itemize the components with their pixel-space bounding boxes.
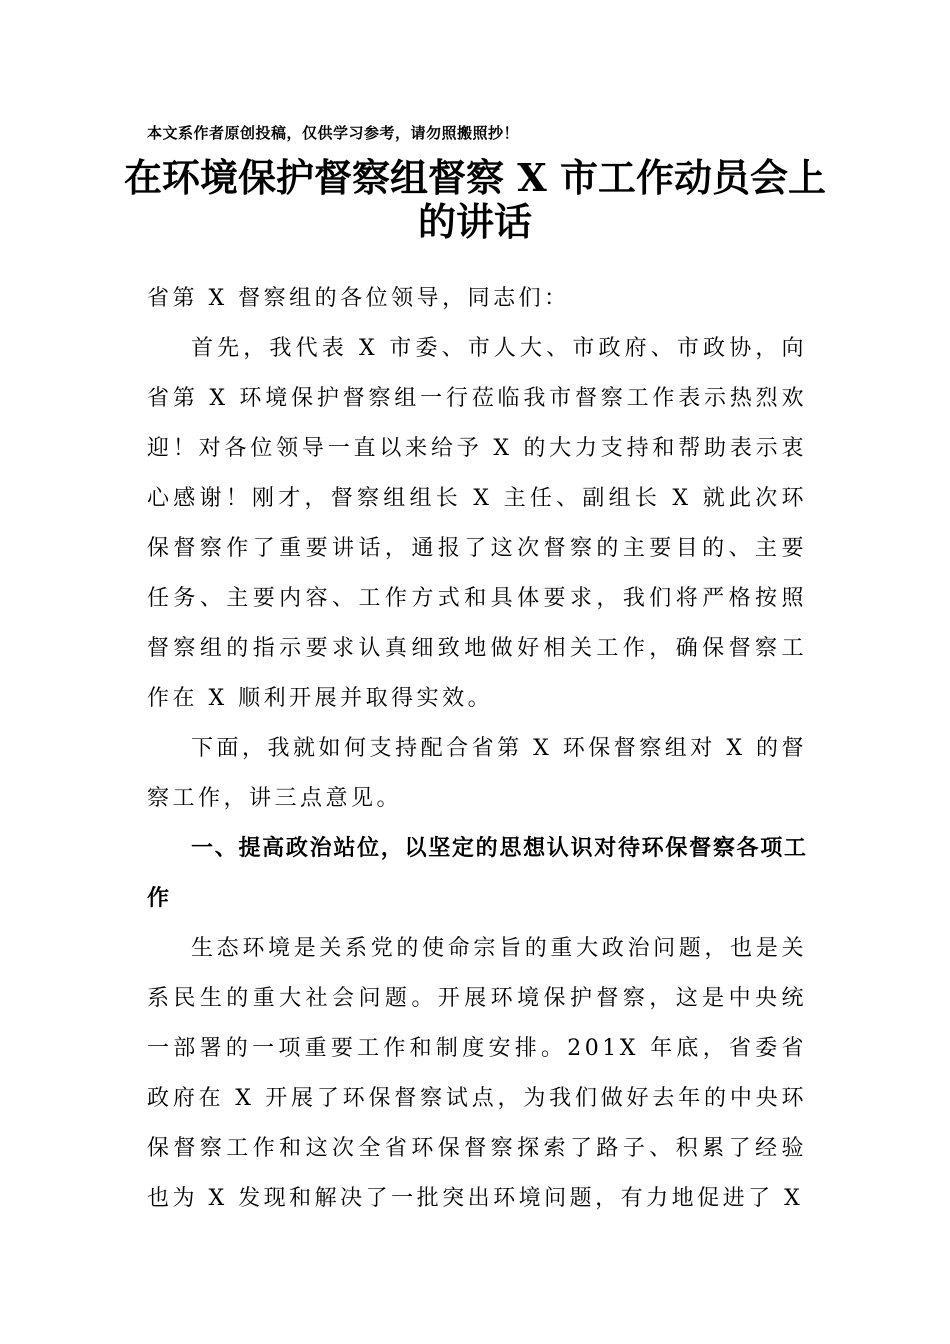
paragraph-opening: 首先，我代表 X 市委、市人大、市政府、市政协，向省第 X 环境保护督察组一行莅临我市督察工作表示热烈欢迎！对各位领导一直以来给予 X 的大力支持和帮助表示衷心感谢！刚才，督察组组长 X 主任、副组长 X 就此次环保督察作了重要讲话，通报了这次督察的主要目的、主要任务、主要内容、工作方式和具体要求，我们将严格按照督察组的指示要求认真细致地做好相关工作，确保督察工作在 X 顺利开展并取得实效。 xyxy=(147,336,807,711)
paragraph-section-1: 生态环境是关系党的使命宗旨的重大政治问题，也是关系民生的重大社会问题。开展环境保护督察，这是中央统一部署的一项重要工作和制度安排。201X 年底，省委省政府在 X 开展了环保督察试点，为我们做好去年的中央环保督察工作和这次全省环保督察探索了路子、积累了经验也为 X 发现和解决了一批突出环境问题，有力地促进了 X xyxy=(147,936,807,1211)
document-title-line-2: 的讲话 xyxy=(417,199,532,244)
salutation: 省第 X 督察组的各位领导，同志们： xyxy=(147,286,570,311)
paragraph-outline: 下面，我就如何支持配合省第 X 环保督察组对 X 的督察工作，讲三点意见。 xyxy=(147,736,807,811)
copyright-notice: 本文系作者原创投稿，仅供学习参考，请勿照搬照抄！ xyxy=(147,124,520,142)
document-title-line-1: 在环境保护督察组督察 X 市工作动员会上 xyxy=(124,155,826,200)
document-body xyxy=(147,274,807,1224)
section-heading-1: 一、提高政治站位，以坚定的思想认识对待环保督察各项工作 xyxy=(147,836,807,911)
